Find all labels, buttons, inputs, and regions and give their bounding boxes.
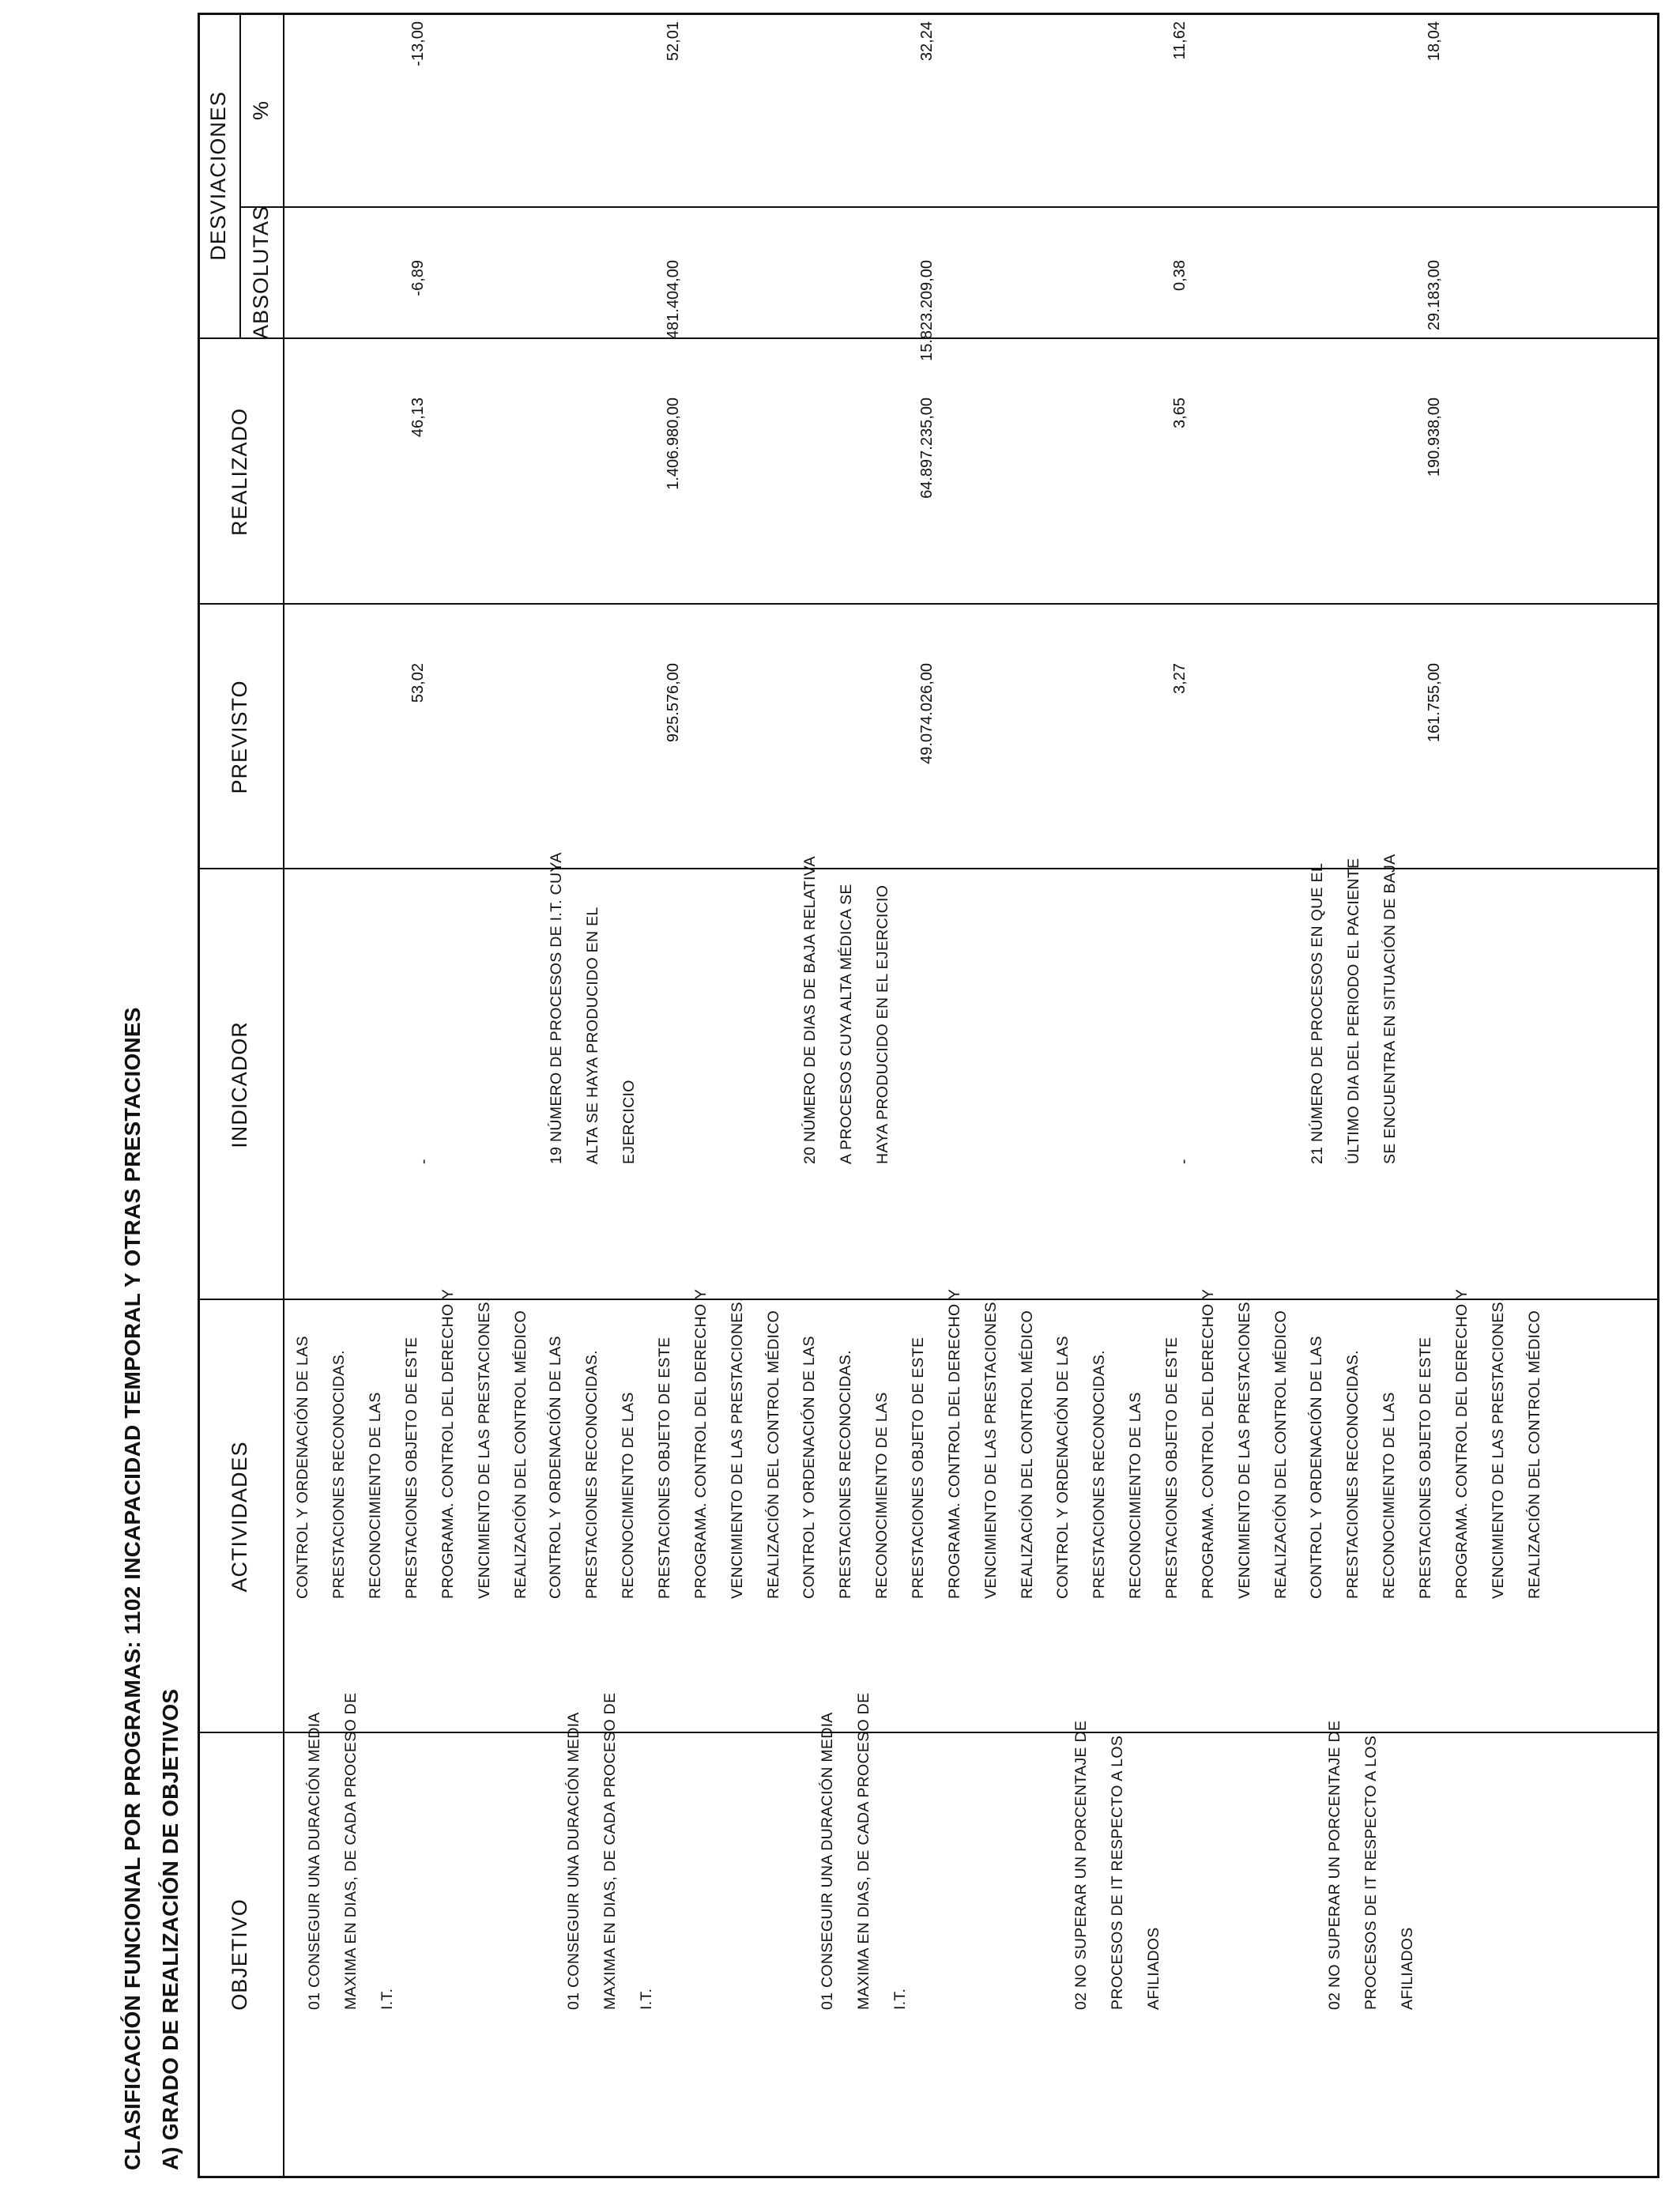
row-2-indicador: 20 NÚMERO DE DIAS DE BAJA RELATIVA A PROCESOS CUYA ALTA MÉDICA SE HAYA PRODUCIDO EN EL EJERCICIO [801, 856, 891, 1164]
header-divider [239, 15, 241, 339]
row-0-indicador: - [415, 1159, 432, 1164]
row-4-actividades: CONTROL Y ORDENACIÓN DE LAS PRESTACIONES RECONOCIDAS. RECONOCIMIENTO DE LAS PRESTACIONES OBJETO DE ESTE PROGRAMA. CONTROL DEL DERECHO Y VENCIMIENTO DE LAS PRESTACIONES. REALIZACIÓN DEL CONTROL MÉDICO [1308, 1288, 1543, 1599]
header-realizado: REALIZADO [228, 407, 251, 537]
row-4-realizado: 190.938,00 [1426, 398, 1443, 477]
row-2-porcentaje: 32,24 [918, 21, 936, 62]
row-1-objetivo: 01 CONSEGUIR UNA DURACIÓN MEDIA MAXIMA EN DIAS, DE CADA PROCESO DE I.T. [565, 1692, 655, 2010]
row-2-previsto: 49.074.026,00 [918, 663, 936, 764]
row-2-actividades: CONTROL Y ORDENACIÓN DE LAS PRESTACIONES RECONOCIDAS. RECONOCIMIENTO DE LAS PRESTACIONES OBJETO DE ESTE PROGRAMA. CONTROL DEL DERECHO Y VENCIMIENTO DE LAS PRESTACIONES. REALIZACIÓN DEL CONTROL MÉDICO [800, 1288, 1036, 1599]
row-2-absolutas: 15.823.209,00 [918, 260, 936, 361]
row-1-realizado: 1.406.980,00 [665, 398, 682, 490]
header-indicador: INDICADOR [228, 1021, 251, 1148]
row-1-porcentaje: 52,01 [665, 21, 682, 62]
col-divider [239, 206, 1657, 208]
col-divider [200, 868, 1657, 869]
row-4-objetivo: 02 NO SUPERAR UN PORCENTAJE DE PROCESOS DE IT RESPECTO A LOS AFILIADOS [1326, 1720, 1416, 2010]
row-0-porcentaje: -13,00 [409, 21, 427, 66]
row-4-previsto: 161.755,00 [1426, 663, 1443, 743]
row-0-objetivo: 01 CONSEGUIR UNA DURACIÓN MEDIA MAXIMA EN DIAS, DE CADA PROCESO DE I.T. [306, 1692, 396, 2010]
row-2-objetivo: 01 CONSEGUIR UNA DURACIÓN MEDIA MAXIMA EN DIAS, DE CADA PROCESO DE I.T. [819, 1692, 909, 2010]
header-divider [283, 15, 284, 2176]
row-0-realizado: 46,13 [409, 398, 427, 438]
row-1-indicador: 19 NÚMERO DE PROCESOS DE I.T. CUYA ALTA SE HAYA PRODUCIDO EN EL EJERCICIO [548, 852, 638, 1164]
header-actividades: ACTIVIDADES [228, 1441, 251, 1593]
row-3-porcentaje: 11,62 [1171, 21, 1188, 60]
header-porcentaje: % [249, 100, 273, 121]
row-0-previsto: 53,02 [409, 663, 427, 703]
row-2-realizado: 64.897.235,00 [918, 398, 936, 499]
section-subtitle: A) GRADO DE REALIZACIÓN DE OBJETIVOS [158, 1688, 183, 2170]
row-1-previsto: 925.576,00 [665, 663, 682, 743]
row-3-realizado: 3,65 [1171, 398, 1188, 428]
row-3-absolutas: 0,38 [1171, 260, 1188, 291]
row-4-indicador: 21 NÚMERO DE PROCESOS EN QUE EL ÚLTIMO DIA DEL PERIODO EL PACIENTE SE ENCUENTRA EN SITUACIÓN DE BAJA [1309, 854, 1399, 1164]
row-0-absolutas: -6,89 [409, 260, 427, 296]
row-3-actividades: CONTROL Y ORDENACIÓN DE LAS PRESTACIONES RECONOCIDAS. RECONOCIMIENTO DE LAS PRESTACIONES OBJETO DE ESTE PROGRAMA. CONTROL DEL DERECHO Y VENCIMIENTO DE LAS PRESTACIONES. REALIZACIÓN DEL CONTROL MÉDICO [1054, 1288, 1290, 1599]
header-previsto: PREVISTO [228, 680, 251, 794]
page-title: CLASIFICACIÓN FUNCIONAL POR PROGRAMAS: 1102 INCAPACIDAD TEMPORAL Y OTRAS PRESTACIONES [120, 1007, 145, 2170]
row-1-absolutas: 481.404,00 [665, 260, 682, 340]
row-3-previsto: 3,27 [1171, 663, 1188, 694]
header-desviaciones: DESVIACIONES [206, 91, 230, 261]
col-divider [200, 1732, 1657, 1733]
row-3-indicador: - [1175, 1159, 1192, 1164]
header-absolutas: ABSOLUTAS [249, 205, 273, 339]
objectives-table [198, 13, 1659, 2178]
row-3-objetivo: 02 NO SUPERAR UN PORCENTAJE DE PROCESOS DE IT RESPECTO A LOS AFILIADOS [1072, 1720, 1162, 2010]
row-1-actividades: CONTROL Y ORDENACIÓN DE LAS PRESTACIONES RECONOCIDAS. RECONOCIMIENTO DE LAS PRESTACIONES OBJETO DE ESTE PROGRAMA. CONTROL DEL DERECHO Y VENCIMIENTO DE LAS PRESTACIONES. REALIZACIÓN DEL CONTROL MÉDICO [547, 1288, 782, 1599]
header-objetivo: OBJETIVO [228, 1898, 251, 2011]
row-4-porcentaje: 18,04 [1426, 21, 1443, 62]
row-0-actividades: CONTROL Y ORDENACIÓN DE LAS PRESTACIONES RECONOCIDAS. RECONOCIMIENTO DE LAS PRESTACIONES OBJETO DE ESTE PROGRAMA. CONTROL DEL DERECHO Y VENCIMIENTO DE LAS PRESTACIONES. REALIZACIÓN DEL CONTROL MÉDICO [294, 1288, 529, 1599]
col-divider [200, 603, 1657, 605]
row-4-absolutas: 29.183,00 [1426, 260, 1443, 330]
